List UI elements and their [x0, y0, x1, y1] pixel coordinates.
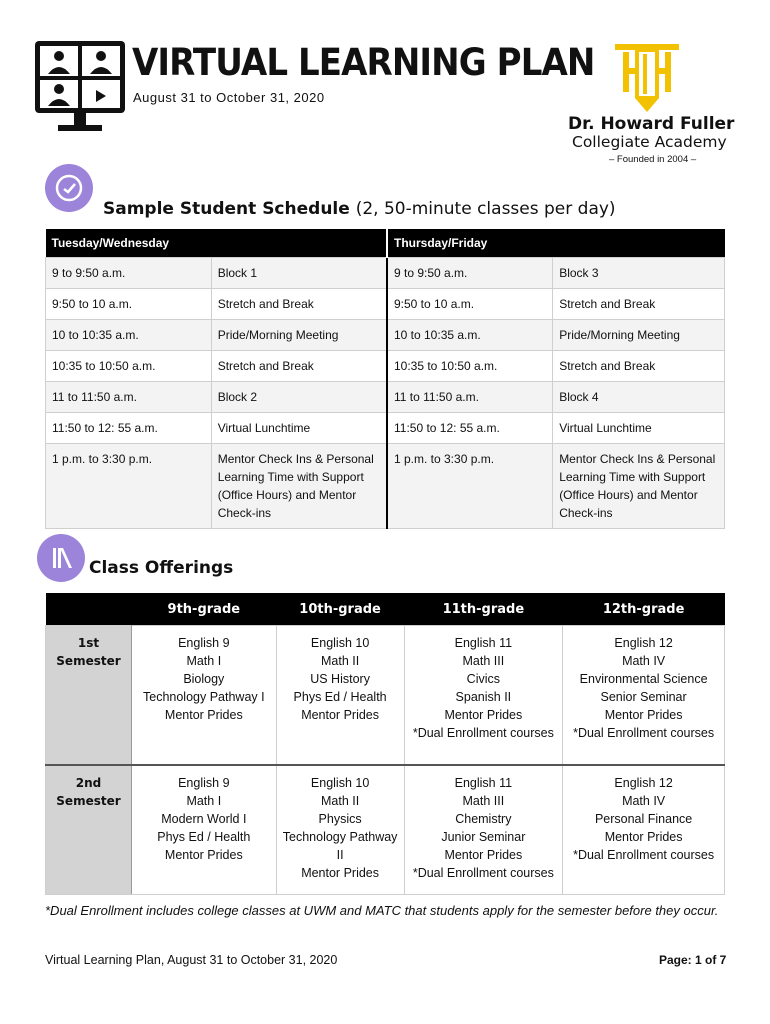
- course: Math I: [186, 794, 222, 808]
- virtual-class-icon: [34, 40, 126, 134]
- course: English 10: [310, 776, 370, 790]
- course-cell: [404, 765, 563, 895]
- course: Math IV: [622, 654, 666, 668]
- course-cell: [563, 626, 725, 766]
- time-cell: 9 to 9:50 a.m.: [46, 258, 212, 289]
- activity-cell: Mentor Check Ins & Personal Learning Time with Support (Office Hours) and Mentor Check-ins: [553, 444, 725, 529]
- time-cell: 11:50 to 12: 55 a.m.: [46, 413, 212, 444]
- table-row: [46, 765, 725, 895]
- school-name: Dr. Howard Fuller: [568, 114, 735, 134]
- time-cell: 10:35 to 10:50 a.m.: [46, 351, 212, 382]
- school-logo: [613, 42, 681, 114]
- course: Civics: [466, 672, 501, 686]
- course: Phys Ed / Health: [157, 830, 251, 844]
- semester-label: [46, 626, 132, 766]
- founded-note: – Founded in 2004 –: [609, 154, 697, 165]
- course-cell: [131, 626, 276, 766]
- grade-header: 9th-grade: [131, 593, 276, 626]
- course: *Dual Enrollment courses: [412, 726, 554, 740]
- activity-cell: Pride/Morning Meeting: [553, 320, 725, 351]
- time-cell: 1 p.m. to 3:30 p.m.: [46, 444, 212, 529]
- time-cell: 11 to 11:50 a.m.: [387, 382, 553, 413]
- time-cell: 11 to 11:50 a.m.: [46, 382, 212, 413]
- date-range: August 31 to October 31, 2020: [133, 90, 325, 105]
- course: English 9: [178, 776, 230, 790]
- semester-word: Semester: [56, 654, 121, 668]
- course-cell: [404, 626, 563, 766]
- semester-number: 1st: [77, 636, 100, 650]
- time-cell: 9:50 to 10 a.m.: [46, 289, 212, 320]
- course: Mentor Prides: [164, 848, 243, 862]
- activity-cell: Block 2: [211, 382, 387, 413]
- table-row: [46, 413, 725, 444]
- course: Chemistry: [455, 812, 512, 826]
- activity-cell: Stretch and Break: [211, 351, 387, 382]
- course: Mentor Prides: [444, 708, 523, 722]
- time-cell: 9:50 to 10 a.m.: [387, 289, 553, 320]
- table-row: [46, 320, 725, 351]
- course: Math IV: [622, 794, 666, 808]
- time-cell: 9 to 9:50 a.m.: [387, 258, 553, 289]
- course: English 12: [614, 636, 673, 650]
- activity-cell: Mentor Check Ins & Personal Learning Time with Support (Office Hours) and Mentor Check-ins: [211, 444, 387, 529]
- course: English 12: [614, 776, 673, 790]
- time-cell: 10:35 to 10:50 a.m.: [387, 351, 553, 382]
- course: Environmental Science: [579, 672, 708, 686]
- course: US History: [310, 672, 370, 686]
- clock-icon: [45, 164, 93, 212]
- course-cell: [276, 765, 404, 895]
- page-title: VIRTUAL LEARNING PLAN: [132, 41, 595, 84]
- course: Math II: [320, 654, 360, 668]
- course: *Dual Enrollment courses: [573, 848, 715, 862]
- semester-word: Semester: [56, 794, 121, 808]
- course: English 9: [178, 636, 230, 650]
- course: Math I: [186, 654, 222, 668]
- time-cell: 10 to 10:35 a.m.: [387, 320, 553, 351]
- course: Biology: [183, 672, 225, 686]
- course: Math III: [462, 654, 505, 668]
- table-row: [46, 444, 725, 529]
- school-subname: Collegiate Academy: [572, 133, 727, 151]
- activity-cell: Virtual Lunchtime: [211, 413, 387, 444]
- schedule-col-right: Thursday/Friday: [387, 229, 725, 258]
- semester-label: [46, 765, 132, 895]
- course: Mentor Prides: [604, 708, 683, 722]
- offerings-heading: Class Offerings: [89, 558, 234, 578]
- course: Physics: [318, 812, 362, 826]
- activity-cell: Stretch and Break: [553, 289, 725, 320]
- course: *Dual Enrollment courses: [412, 866, 554, 880]
- table-row: [46, 382, 725, 413]
- schedule-heading-text: Sample Student Schedule: [103, 199, 350, 219]
- books-icon: [37, 534, 85, 582]
- course: Mentor Prides: [444, 848, 523, 862]
- course-cell: [563, 765, 725, 895]
- activity-cell: Stretch and Break: [553, 351, 725, 382]
- course: Mentor Prides: [164, 708, 243, 722]
- grade-header: 12th-grade: [563, 593, 725, 626]
- course: Mentor Prides: [604, 830, 683, 844]
- course: II: [336, 848, 344, 862]
- activity-cell: Pride/Morning Meeting: [211, 320, 387, 351]
- schedule-col-left: Tuesday/Wednesday: [46, 229, 387, 258]
- course: Mentor Prides: [301, 866, 379, 880]
- course: Senior Seminar: [600, 690, 687, 704]
- course: *Dual Enrollment courses: [573, 726, 715, 740]
- course: Math III: [462, 794, 505, 808]
- course-cell: [276, 626, 404, 766]
- course: Technology Pathway I: [143, 690, 265, 704]
- dual-enrollment-footnote: *Dual Enrollment includes college classes at UWM and MATC that students apply for the semester before they occur.: [45, 903, 719, 918]
- table-row: [46, 258, 725, 289]
- course: English 10: [310, 636, 370, 650]
- semester-number: 2nd: [75, 776, 102, 790]
- time-cell: 11:50 to 12: 55 a.m.: [387, 413, 553, 444]
- course: Spanish II: [455, 690, 512, 704]
- activity-cell: Virtual Lunchtime: [553, 413, 725, 444]
- course: Phys Ed / Health: [293, 690, 387, 704]
- course: Technology Pathway: [282, 830, 398, 844]
- offerings-table: [45, 593, 725, 895]
- corner-cell: [46, 593, 132, 626]
- activity-cell: Stretch and Break: [211, 289, 387, 320]
- table-row: [46, 626, 725, 766]
- course: Personal Finance: [594, 812, 693, 826]
- table-row: [46, 351, 725, 382]
- time-cell: 1 p.m. to 3:30 p.m.: [387, 444, 553, 529]
- grade-header: 11th-grade: [404, 593, 563, 626]
- course: Modern World I: [161, 812, 247, 826]
- schedule-heading: [103, 199, 616, 219]
- footer-title: Virtual Learning Plan, August 31 to October 31, 2020: [45, 953, 338, 967]
- course: English 11: [454, 636, 513, 650]
- activity-cell: Block 3: [553, 258, 725, 289]
- activity-cell: Block 4: [553, 382, 725, 413]
- activity-cell: Block 1: [211, 258, 387, 289]
- schedule-table: [45, 229, 725, 529]
- time-cell: 10 to 10:35 a.m.: [46, 320, 212, 351]
- course: English 11: [454, 776, 513, 790]
- course: Math II: [320, 794, 360, 808]
- page-number: Page: 1 of 7: [659, 953, 727, 967]
- course: Mentor Prides: [301, 708, 379, 722]
- course-cell: [131, 765, 276, 895]
- schedule-heading-note: (2, 50-minute classes per day): [355, 199, 616, 219]
- course: Junior Seminar: [441, 830, 526, 844]
- grade-header: 10th-grade: [276, 593, 404, 626]
- table-row: [46, 289, 725, 320]
